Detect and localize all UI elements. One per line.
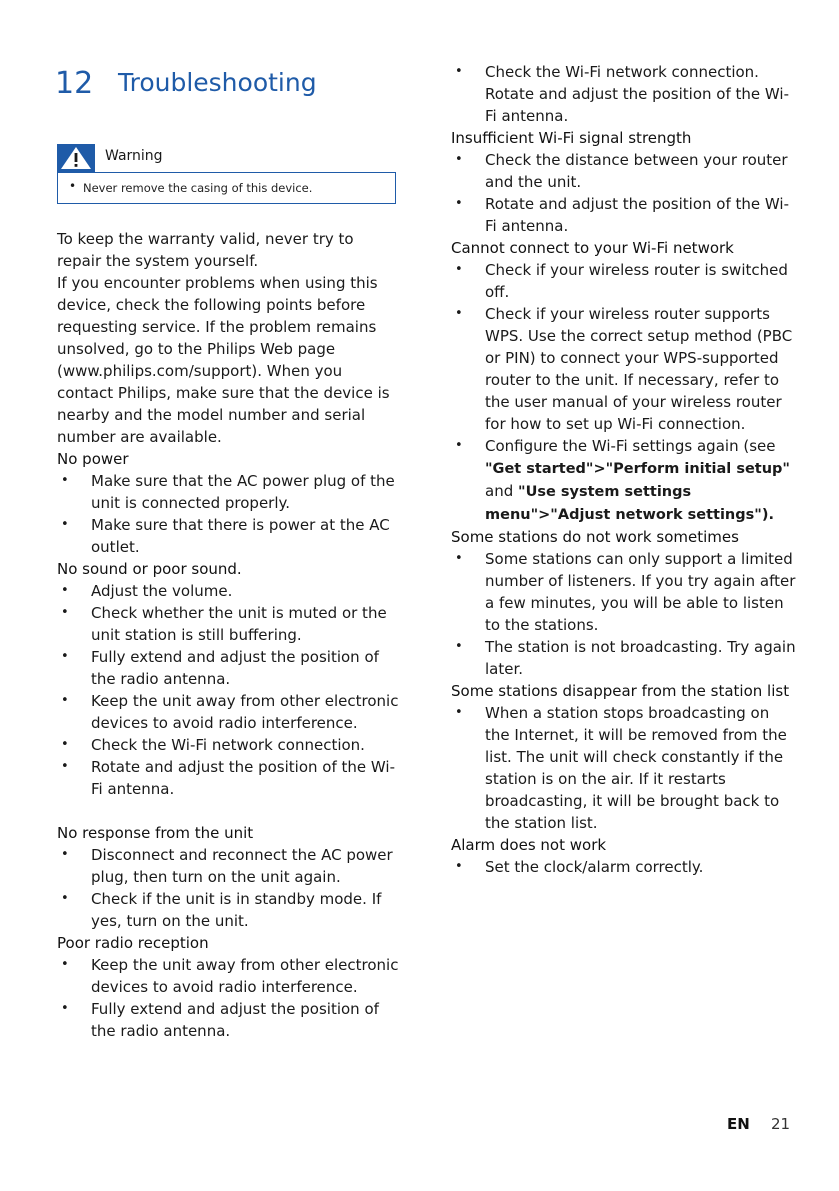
warning-label: Warning xyxy=(105,148,163,164)
wifi-check-list xyxy=(451,61,796,127)
alarm-list xyxy=(451,856,796,878)
list-item: • Keep the unit away from other electronic devices to avoid radio interference. xyxy=(57,690,402,734)
list-item: • Check whether the unit is muted or the unit station is still buffering. xyxy=(57,602,402,646)
section-title-no-response: No response from the unit xyxy=(57,824,254,842)
page-footer xyxy=(0,1115,839,1137)
section-title-cannot-connect: Cannot connect to your Wi-Fi network xyxy=(451,239,734,257)
section-title-poor-radio: Poor radio reception xyxy=(57,934,209,952)
section-title-alarm: Alarm does not work xyxy=(451,836,607,854)
poor-radio-list xyxy=(57,954,402,1042)
list-item: • Check if your wireless router supports WPS. Use the correct setup method (PBC or PIN) to connect your WPS-supported router to the unit. If necessary, refer to the user manual of your wireless router for how to set up Wi-Fi connection. xyxy=(451,303,796,435)
list-item xyxy=(451,435,796,526)
no-sound-list xyxy=(57,580,402,800)
list-item: • Fully extend and adjust the position of the radio antenna. xyxy=(57,646,402,690)
section-title-insufficient-wifi: Insufficient Wi-Fi signal strength xyxy=(451,129,692,147)
list-item: • Check the Wi-Fi network connection. xyxy=(57,734,402,756)
cannot-connect-list xyxy=(451,259,796,526)
list-item: • Check if the unit is in standby mode. If yes, turn on the unit. xyxy=(57,888,402,932)
warning-box xyxy=(57,172,396,204)
page-number: 21 xyxy=(771,1115,791,1133)
stations-not-work-list xyxy=(451,548,796,680)
list-item: • Rotate and adjust the position of the Wi-Fi antenna. xyxy=(57,756,402,800)
list-item: • Some stations can only support a limited number of listeners. If you try again after a few minutes, you will be able to listen to the stations. xyxy=(451,548,796,636)
intro-paragraph: To keep the warranty valid, never try to repair the system yourself. xyxy=(57,230,354,270)
list-item: • The station is not broadcasting. Try again later. xyxy=(451,636,796,680)
right-column xyxy=(451,61,796,878)
list-item: • Check the distance between your router and the unit. xyxy=(451,149,796,193)
and-text: and xyxy=(485,482,514,500)
bullet-icon: • xyxy=(69,179,77,193)
list-item: • Fully extend and adjust the position of the radio antenna. xyxy=(57,998,402,1042)
warning-icon xyxy=(57,144,95,172)
reference-link[interactable]: "Get started">"Perform initial setup" xyxy=(485,461,790,477)
insufficient-wifi-list xyxy=(451,149,796,237)
section-title-no-power: No power xyxy=(57,450,129,468)
chapter-title: Troubleshooting xyxy=(118,68,317,97)
list-item: • Disconnect and reconnect the AC power plug, then turn on the unit again. xyxy=(57,844,402,888)
list-item: • When a station stops broadcasting on the Internet, it will be removed from the list. The unit will check constantly if the station is on the air. If it restarts broadcasting, it will be brought back to the station list. xyxy=(451,702,796,834)
no-power-list xyxy=(57,470,402,558)
section-title-stations-not-work: Some stations do not work sometimes xyxy=(451,528,739,546)
warning-header xyxy=(57,144,398,172)
left-column xyxy=(57,228,402,1042)
list-item: • Make sure that there is power at the AC outlet. xyxy=(57,514,402,558)
section-title-no-sound: No sound or poor sound. xyxy=(57,560,242,578)
no-response-list xyxy=(57,844,402,932)
list-item: • Rotate and adjust the position of the Wi-Fi antenna. xyxy=(451,193,796,237)
section-title-stations-disappear: Some stations disappear from the station list xyxy=(451,682,790,700)
configure-text: Configure the Wi-Fi settings again (see xyxy=(485,437,776,455)
stations-disappear-list xyxy=(451,702,796,834)
list-item: • Check if your wireless router is switched off. xyxy=(451,259,796,303)
list-item: • Keep the unit away from other electronic devices to avoid radio interference. xyxy=(57,954,402,998)
language-code: EN xyxy=(727,1115,750,1133)
warning-text: Never remove the casing of this device. xyxy=(83,181,313,195)
list-item: • Set the clock/alarm correctly. xyxy=(451,856,796,878)
chapter-number: 12 xyxy=(55,66,94,101)
list-item: • Make sure that the AC power plug of the unit is connected properly. xyxy=(57,470,402,514)
reference-link[interactable]: "Use system settings menu">"Adjust network settings"). xyxy=(485,484,774,523)
list-item: • Check the Wi-Fi network connection. Rotate and adjust the position of the Wi-Fi antenna. xyxy=(451,61,796,127)
list-item: • Adjust the volume. xyxy=(57,580,402,602)
intro-paragraph: If you encounter problems when using this device, check the following points before requesting service. If the problem remains unsolved, go to the Philips Web page (www.philips.com/support). When you contact Philips, make sure that the device is nearby and the model number and serial number are available. xyxy=(57,274,390,446)
